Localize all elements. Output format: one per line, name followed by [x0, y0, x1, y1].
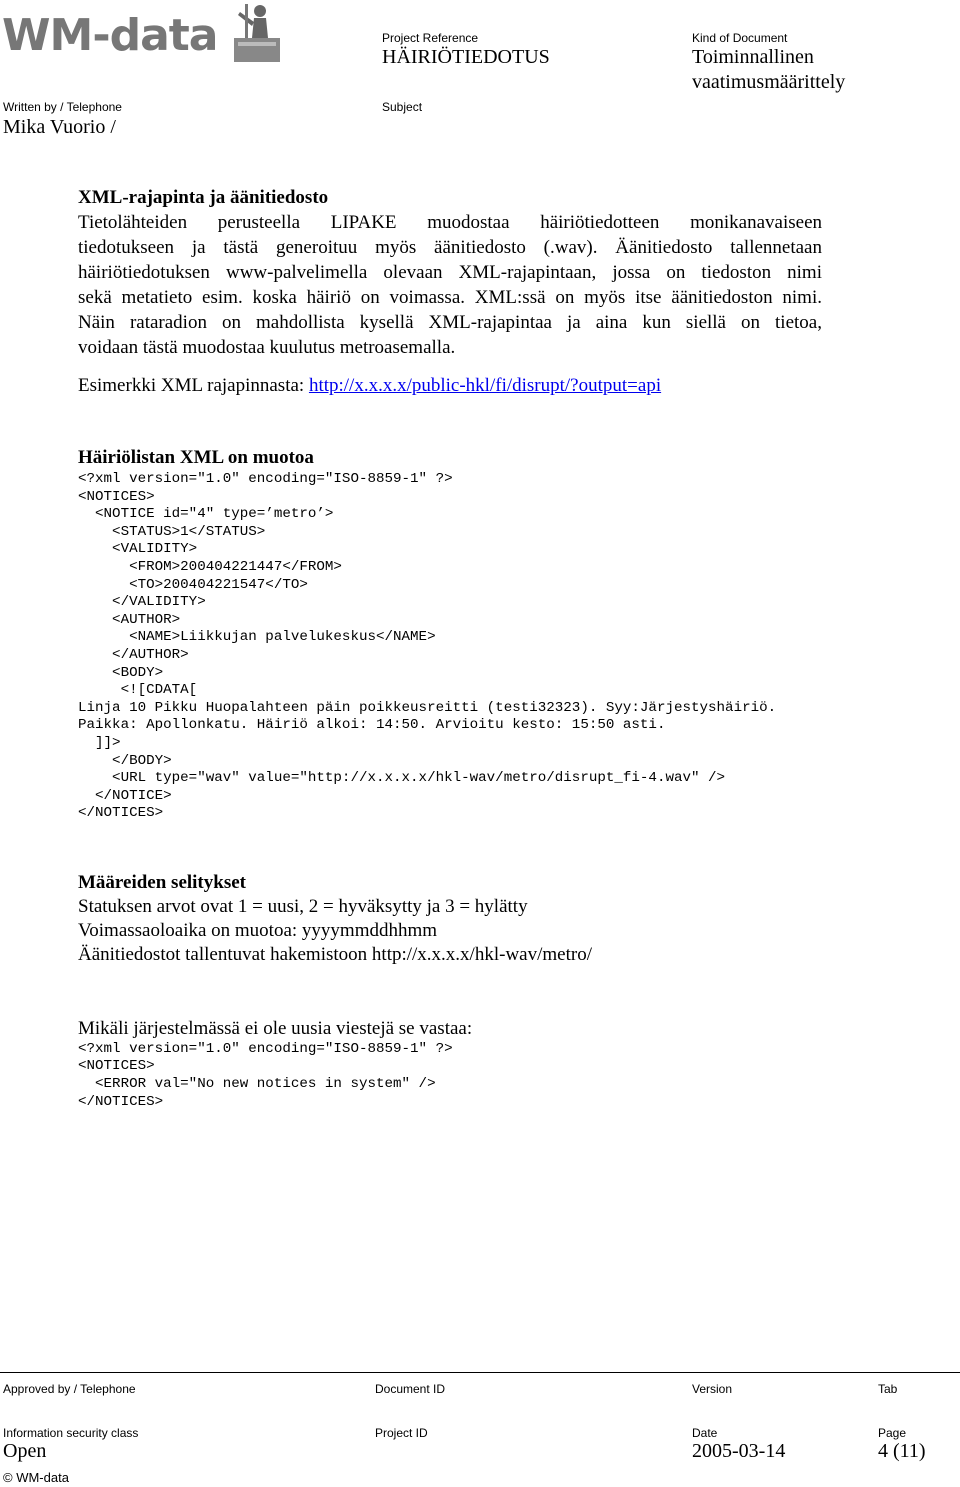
kind-of-document-value-line1: Toiminnallinen — [692, 46, 814, 68]
code-line: ]]> — [78, 734, 121, 751]
xml-empty-response-block — [78, 1041, 822, 1111]
code-line: <?xml version="1.0" encoding="ISO-8859-1" ?> — [78, 1040, 453, 1057]
paragraph-line: Tietolähteiden perusteella LIPAKE muodostaa häiriötiedotteen monikanavaiseen — [78, 212, 822, 233]
paragraph-line: häiriötiedotuksen www-palvelimella olevaan XML-rajapintaan, jossa on tiedoston nimi — [78, 262, 822, 283]
section-paragraph-xml-interface — [78, 210, 822, 360]
logo-wordmark: WM-data — [2, 10, 218, 61]
code-line: </BODY> — [78, 752, 172, 769]
code-line: </NOTICES> — [78, 1093, 164, 1110]
example-line — [78, 374, 822, 398]
code-line: <BODY> — [78, 664, 164, 681]
kind-of-document-value-line2: vaatimusmäärittely — [692, 71, 846, 93]
code-line: <![CDATA[ — [78, 682, 198, 699]
page-label: Page — [878, 1426, 907, 1440]
written-by-value: Mika Vuorio / — [3, 116, 116, 138]
written-by-label: Written by / Telephone — [3, 100, 122, 114]
section-title-xml-format: Häiriölistan XML on muotoa — [78, 447, 314, 468]
code-line: <NAME>Liikkujan palvelukeskus</NAME> — [78, 629, 436, 646]
company-logo — [0, 2, 290, 66]
code-line: <URL type="wav" value="http://x.x.x.x/hkl-wav/metro/disrupt_fi-4.wav" /> — [78, 770, 726, 787]
code-line: </NOTICES> — [78, 805, 164, 822]
code-line: </NOTICE> — [78, 787, 172, 804]
subject-label: Subject — [382, 100, 423, 114]
code-line: <TO>200404221547</TO> — [78, 576, 308, 593]
code-line: </AUTHOR> — [78, 646, 189, 663]
code-line: <?xml version="1.0" encoding="ISO-8859-1" ?> — [78, 471, 453, 487]
code-line: <FROM>200404221447</FROM> — [78, 558, 342, 575]
code-line: <VALIDITY> — [78, 541, 198, 558]
version-label: Version — [692, 1382, 733, 1396]
section-title-definitions: Määreiden selitykset — [78, 871, 246, 893]
code-line: </VALIDITY> — [78, 594, 206, 611]
kind-of-document-label: Kind of Document — [692, 31, 788, 45]
code-line: Paikka: Apollonkatu. Häiriö alkoi: 14:50. Arvioitu kesto: 15:50 asti. — [78, 717, 666, 734]
page-value: 4 (11) — [878, 1440, 926, 1462]
code-line: Linja 10 Pikku Huopalahteen päin poikkeusreitti (testi32323). Syy:Järjestyshäiriö. — [78, 699, 777, 716]
code-line: <NOTICE id="4" type=’metro’> — [78, 506, 334, 523]
code-line: <ERROR val="No new notices in system" /> — [78, 1076, 436, 1093]
paragraph-line: Näin rataradion on mahdollista kysellä XML-rajapintaa ja aina kun siellä on tietoa, — [78, 312, 822, 333]
xml-code-block — [78, 471, 822, 823]
definition-line: Voimassaoloaika on muotoa: yyyymmddhhmm — [78, 919, 438, 941]
presenter-figure-icon — [226, 2, 288, 64]
project-reference-label: Project Reference — [382, 31, 479, 45]
example-label: Esimerkki XML rajapinnasta: — [78, 375, 309, 396]
approved-by-label: Approved by / Telephone — [3, 1382, 136, 1396]
example-api-link[interactable]: http://x.x.x.x/public-hkl/fi/disrupt/?output=api — [308, 375, 662, 396]
code-line: <AUTHOR> — [78, 611, 181, 628]
paragraph-line: voidaan tästä muodostaa kuulutus metroasemalla. — [78, 337, 456, 358]
document-id-label: Document ID — [375, 1382, 446, 1396]
definition-line: Statuksen arvot ovat 1 = uusi, 2 = hyväksytty ja 3 = hylätty — [78, 895, 528, 917]
definition-line: Äänitiedostot tallentuvat hakemistoon http://x.x.x.x/hkl-wav/metro/ — [78, 943, 592, 965]
code-line: <STATUS>1</STATUS> — [78, 523, 266, 540]
project-reference-value: HÄIRIÖTIEDOTUS — [382, 46, 550, 68]
project-id-label: Project ID — [375, 1426, 428, 1440]
code-line: <NOTICES> — [78, 1058, 155, 1075]
document-body — [78, 186, 822, 1111]
info-security-value: Open — [3, 1440, 47, 1462]
footer-divider — [0, 1372, 960, 1373]
date-label: Date — [692, 1426, 718, 1440]
info-security-label: Information security class — [3, 1426, 139, 1440]
date-value: 2005-03-14 — [692, 1440, 786, 1462]
no-messages-intro: Mikäli järjestelmässä ei ole uusia viestejä se vastaa: — [78, 1017, 473, 1039]
paragraph-line: tiedotukseen ja tästä generoituu myös äänitiedosto (.wav). Äänitiedosto tallennetaan — [78, 237, 822, 258]
paragraph-line: sekä metatieto esim. koska häiriö on voimassa. XML:ssä on myös itse äänitiedoston nimi. — [78, 287, 822, 308]
copyright-notice: © WM-data — [3, 1470, 69, 1485]
code-line: <NOTICES> — [78, 488, 155, 505]
section-title-xml-interface: XML-rajapinta ja äänitiedosto — [78, 187, 329, 208]
tab-label: Tab — [878, 1382, 898, 1396]
